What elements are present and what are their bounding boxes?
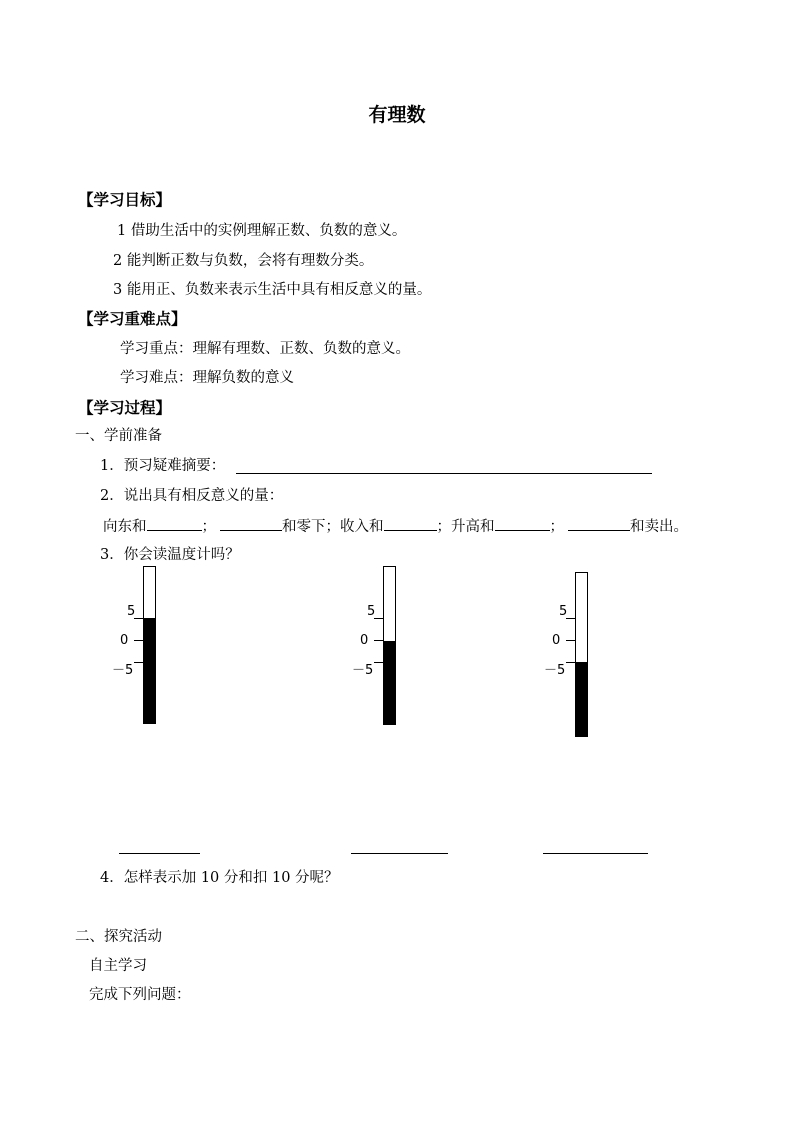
- scale-label-5: 5: [559, 604, 568, 619]
- blank-2[interactable]: [220, 516, 282, 531]
- answer-line-thermometer-3[interactable]: [543, 853, 648, 854]
- mercury-column: [143, 618, 156, 724]
- question-1: 1．预习疑难摘要：: [100, 458, 226, 474]
- difficulty-point: 学习难点：理解负数的意义: [120, 370, 294, 386]
- question-4: 4．怎样表示加 10 分和扣 10 分呢？: [100, 870, 339, 886]
- scale-tick: [134, 618, 144, 619]
- scale-tick: [134, 640, 144, 641]
- scale-label-neg5: －5: [544, 663, 566, 678]
- scale-tick: [374, 618, 384, 619]
- blank-3[interactable]: [384, 516, 437, 531]
- scale-label-5: 5: [127, 604, 136, 619]
- scale-label-neg5: －5: [352, 663, 374, 678]
- scale-label-0: 0: [360, 633, 369, 648]
- scale-tick: [374, 640, 384, 641]
- scale-label-neg5: －5: [112, 663, 134, 678]
- scale-tick: [374, 662, 384, 663]
- question-3: 3．你会读温度计吗？: [100, 547, 240, 563]
- scale-label-0: 0: [120, 633, 129, 648]
- q2-text-2: ；: [201, 519, 216, 535]
- section-1-heading: 一、学前准备: [75, 428, 162, 444]
- complete-questions-label: 完成下列问题：: [89, 987, 191, 1003]
- mercury-column: [383, 641, 396, 725]
- blank-5[interactable]: [568, 516, 630, 531]
- q2-text-5: ；: [549, 519, 564, 535]
- objective-item-1: 1 借助生活中的实例理解正数、负数的意义。: [117, 223, 407, 239]
- answer-line-q1[interactable]: [236, 473, 652, 474]
- thermometer-1: [110, 566, 170, 726]
- scale-tick: [134, 662, 144, 663]
- q2-text-1: 向东和: [103, 519, 147, 535]
- answer-line-thermometer-1[interactable]: [119, 853, 200, 854]
- objective-item-3: 3 能用正、负数来表示生活中具有相反意义的量。: [113, 282, 432, 298]
- scale-tick: [566, 640, 576, 641]
- question-2: 2．说出具有相反意义的量：: [100, 488, 284, 504]
- thermometer-3: [542, 572, 602, 740]
- process-heading: 【学习过程】: [78, 399, 172, 417]
- blank-1[interactable]: [147, 516, 202, 531]
- scale-label-5: 5: [367, 604, 376, 619]
- focus-point: 学习重点：理解有理数、正数、负数的意义。: [120, 341, 410, 357]
- answer-line-thermometer-2[interactable]: [351, 853, 448, 854]
- section-2-heading: 二、探究活动: [75, 929, 162, 945]
- opposite-quantities-line: [103, 516, 688, 536]
- mercury-column: [575, 662, 588, 737]
- scale-label-0: 0: [552, 633, 561, 648]
- q2-text-4: ；升高和: [436, 519, 495, 535]
- key-points-heading: 【学习重难点】: [78, 310, 187, 328]
- q2-text-3: 和零下；收入和: [282, 519, 384, 535]
- scale-tick: [566, 618, 576, 619]
- q2-text-6: 和卖出。: [630, 519, 688, 535]
- blank-4[interactable]: [495, 516, 550, 531]
- objectives-heading: 【学习目标】: [78, 191, 172, 209]
- objective-item-2: 2 能判断正数与负数，会将有理数分类。: [113, 253, 374, 269]
- scale-tick: [566, 662, 576, 663]
- thermometer-2: [350, 566, 410, 726]
- page-title: 有理数: [368, 104, 426, 126]
- self-study-label: 自主学习: [89, 958, 147, 974]
